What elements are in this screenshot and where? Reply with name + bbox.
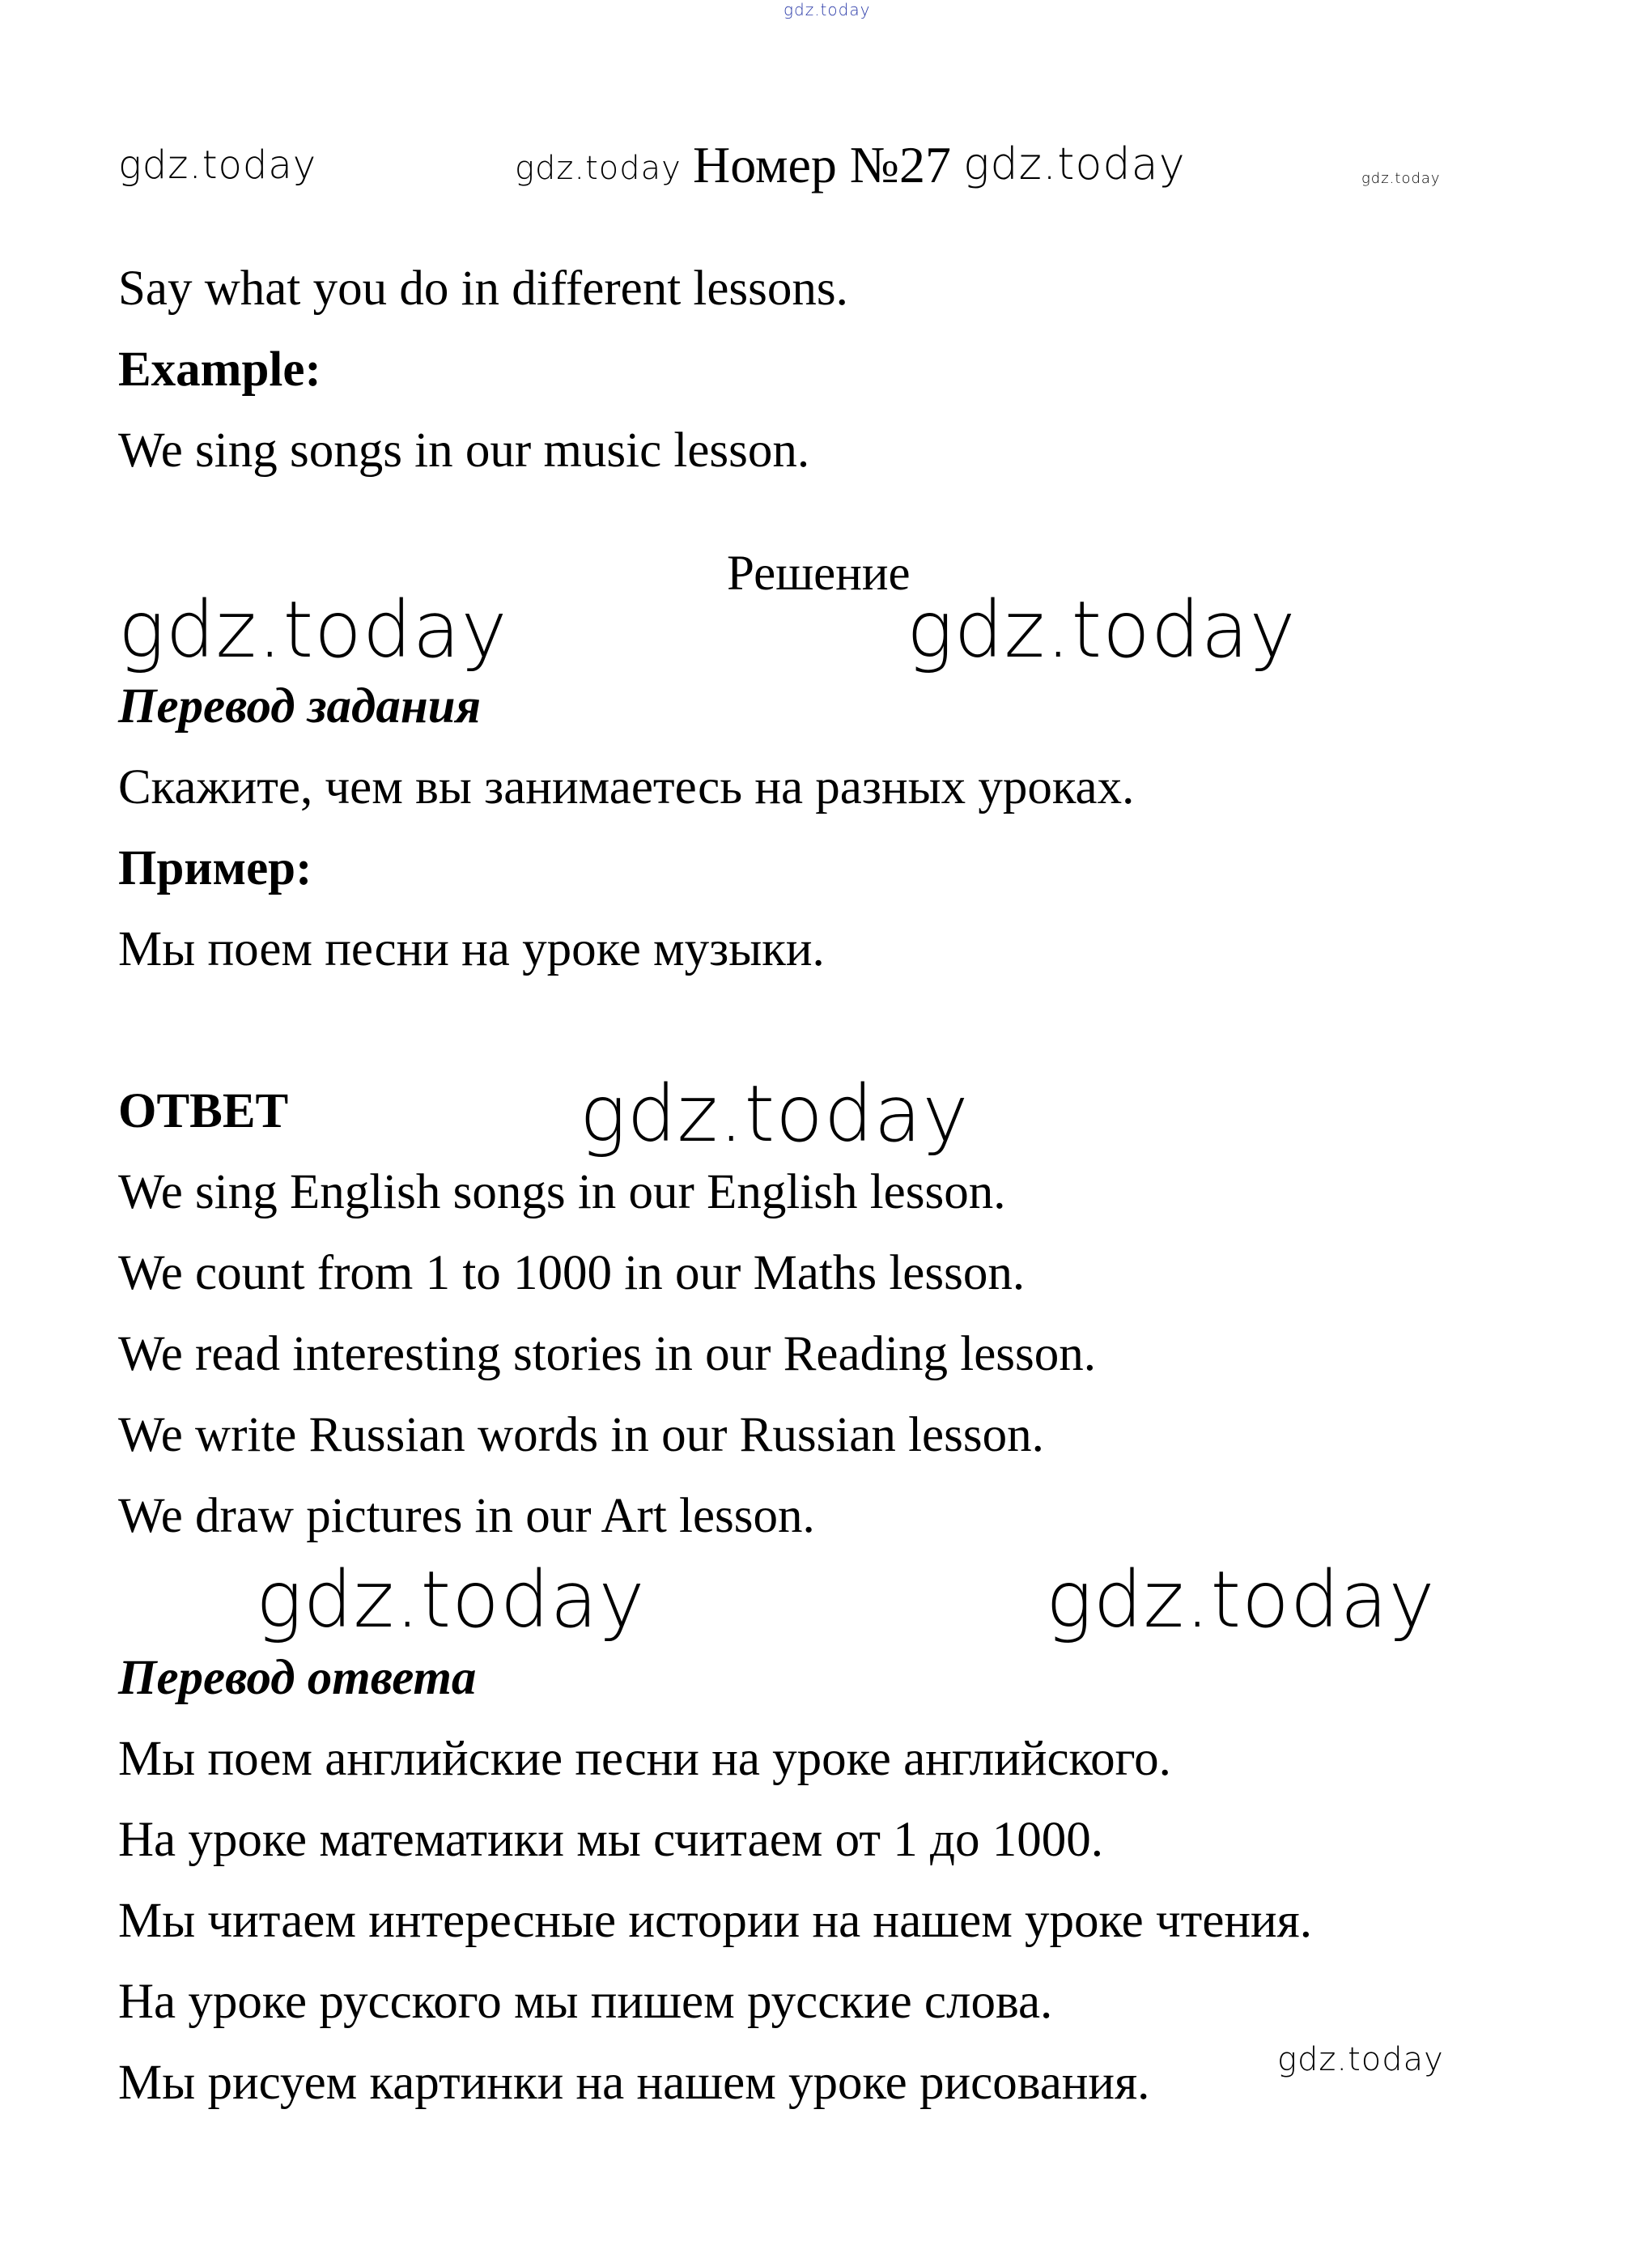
watermark-large: gdz.today [256,1554,646,1645]
answer-translation-line: Мы читаем интересные истории на нашем уроке чтения. [118,1894,1312,1948]
watermark-header-left: gdz.today [118,142,317,188]
task-translation-heading: Перевод задания [118,679,482,734]
task-translation-example-label: Пример: [118,841,312,895]
answer-translation-line: Мы поем английские песни на уроке английского. [118,1732,1171,1786]
task-translation-example-text: Мы поем песни на уроке музыки. [118,922,825,976]
answer-translation-line: На уроке русского мы пишем русские слова. [118,1975,1053,2029]
answer-heading: ОТВЕТ [118,1084,289,1138]
answer-line: We write Russian words in our Russian lesson. [118,1408,1044,1462]
example-label: Example: [118,342,321,397]
answer-line: We sing English songs in our English lesson. [118,1165,1006,1219]
task-translation-instruction: Скажите, чем вы занимаетесь на разных уроках. [118,760,1135,814]
page-title: Номер №27 [693,136,951,194]
answer-line: We count from 1 to 1000 in our Maths lesson. [118,1246,1026,1300]
answer-line: We read interesting stories in our Reading lesson. [118,1327,1097,1381]
answer-translation-heading: Перевод ответа [118,1651,477,1705]
watermark-header-far-right: gdz.today [1361,170,1441,187]
example-text: We sing songs in our music lesson. [118,423,810,478]
task-instruction: Say what you do in different lessons. [118,262,848,316]
watermark-top: gdz.today [784,0,871,19]
answer-translation-line: На уроке математики мы считаем от 1 до 1000. [118,1813,1104,1867]
answer-line: We draw pictures in our Art lesson. [118,1489,815,1543]
watermark-header-right: gdz.today [963,138,1186,189]
watermark-header-mid: gdz.today [515,150,682,187]
watermark-large: gdz.today [1046,1554,1436,1645]
watermark-large: gdz.today [118,585,508,675]
answer-translation-line: Мы рисуем картинки на нашем уроке рисования. [118,2056,1150,2110]
solution-label: Решение [727,546,911,601]
watermark-inline-end: gdz.today [1277,2041,1444,2078]
watermark-large: gdz.today [907,585,1297,675]
watermark-large: gdz.today [580,1069,970,1159]
